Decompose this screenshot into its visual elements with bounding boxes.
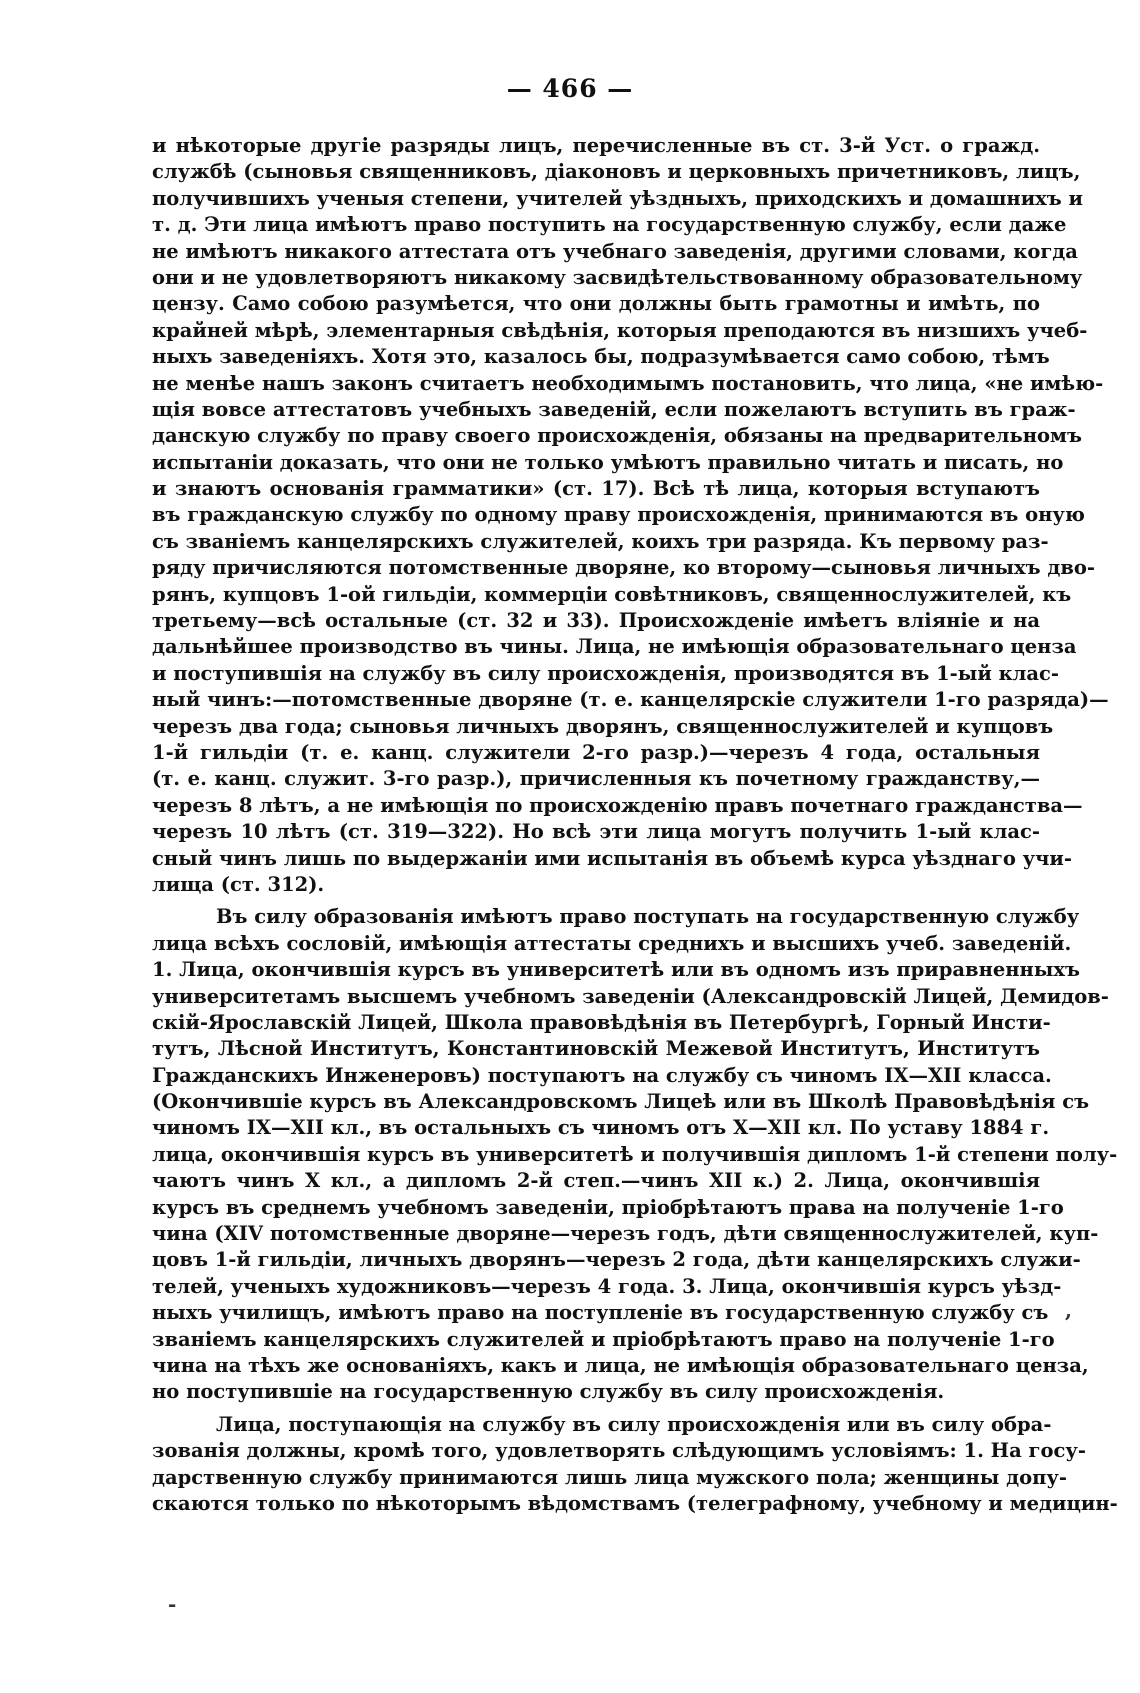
- text-line: не менѣе нашъ законъ считаетъ необходимымъ постановить, что лица, «не имѣю-: [152, 371, 1104, 395]
- text-line: съ званіемъ канцелярскихъ служителей, коихъ три разряда. Къ первому раз-: [152, 529, 1049, 553]
- text-line: скій-Ярославскій Лицей, Школа правовѣдѣнія въ Петербургѣ, Горный Инсти-: [152, 1010, 1051, 1034]
- text-line: цензу. Само собою разумѣется, что они должны быть грамотны и имѣть, по: [152, 292, 1040, 316]
- text-line: чаютъ чинъ X кл., а дипломъ 2-й степ.—чинъ XII к.) 2. Лица, окончившія: [152, 1169, 1040, 1193]
- text-line: крайней мѣрѣ, элементарныя свѣдѣнія, которыя преподаются въ низшихъ учеб-: [152, 318, 1088, 342]
- text-line: 1. Лица, окончившія курсъ въ университетѣ или въ одномъ изъ приравненныхъ: [152, 958, 1080, 982]
- text-line: чиномъ IX—XII кл., въ остальныхъ съ чиномъ отъ X—XII кл. По уставу 1884 г.: [152, 1116, 1050, 1140]
- text-line: дальнѣйшее производство въ чины. Лица, не имѣющія образовательнаго ценза: [152, 635, 1077, 659]
- text-line: и поступившія на службу въ силу происхожденія, производятся въ 1-ый клас-: [152, 661, 1059, 685]
- text-line: въ гражданскую службу по одному праву происхожденія, принимаются въ оную: [152, 503, 1085, 527]
- text-line: ныхъ заведеніяхъ. Хотя это, казалось бы, подразумѣвается само собою, тѣмъ: [152, 345, 1050, 369]
- text-line: дарственную службу принимаются лишь лица мужского пола; женщины допу-: [152, 1465, 1067, 1489]
- text-line: 1-й гильдіи (т. е. канц. служители 2-го разр.)—черезъ 4 года, остальныя: [152, 740, 1040, 764]
- text-line: ныхъ училищъ, имѣютъ право на поступленіе въ государственную службу съ: [152, 1301, 1049, 1325]
- text-line: черезъ 10 лѣтъ (ст. 319—322). Но всѣ эти лица могутъ получить 1-ый клас-: [152, 820, 1040, 844]
- text-line: курсъ въ среднемъ учебномъ заведеніи, пріобрѣтаютъ права на полученіе 1-го: [152, 1195, 1064, 1219]
- text-line: черезъ 8 лѣтъ, а не имѣющія по происхожденію правъ почетнаго гражданства—: [152, 793, 1083, 817]
- text-line: получившихъ ученыя степени, учителей уѣздныхъ, приходскихъ и домашнихъ и: [152, 186, 1084, 210]
- text-line: (т. е. канц. служит. 3-го разр.), причисленныя къ почетному гражданству,—: [152, 767, 1040, 791]
- text-line: Гражданскихъ Инженеровъ) поступаютъ на службу съ чиномъ IX—XII класса.: [152, 1063, 1052, 1087]
- paragraph: [152, 904, 1118, 1405]
- text-line: не имѣютъ никакого аттестата отъ учебнаго заведенія, другими словами, когда: [152, 239, 1078, 263]
- margin-speck: ,: [1065, 1298, 1072, 1322]
- body-text: [152, 133, 1118, 1517]
- text-line: чина (XIV потомственные дворяне—черезъ годъ, дѣти священнослужителей, куп-: [152, 1222, 1099, 1246]
- text-line: и знаютъ основанія грамматики» (ст. 17). Всѣ тѣ лица, которыя вступаютъ: [152, 477, 1040, 501]
- paragraph: [152, 133, 1109, 898]
- text-line: третьему—всѣ остальные (ст. 32 и 33). Происхожденіе имѣетъ вліяніе и на: [152, 609, 1040, 633]
- text-line: т. д. Эти лица имѣютъ право поступить на государственную службу, если даже: [152, 213, 1067, 237]
- text-line: тутъ, Лѣсной Институтъ, Константиновскій Межевой Институтъ, Институтъ: [152, 1037, 1040, 1061]
- margin-speck: -: [168, 1592, 177, 1616]
- text-line: цовъ 1-й гильдіи, личныхъ дворянъ—черезъ 2 года, дѣти канцелярскихъ служи-: [152, 1248, 1081, 1272]
- text-line: службѣ (сыновья священниковъ, діаконовъ и церковныхъ причетниковъ, лицъ,: [152, 160, 1081, 184]
- text-line: черезъ два года; сыновья личныхъ дворянъ, священнослужителей и купцовъ: [152, 714, 1054, 738]
- text-line: телей, ученыхъ художниковъ—черезъ 4 года. 3. Лица, окончившія курсъ уѣзд-: [152, 1274, 1062, 1298]
- text-line: скаются только по нѣкоторымъ вѣдомствамъ (телеграфному, учебному и медицин-: [152, 1491, 1118, 1515]
- text-line: Лица, поступающія на службу въ силу происхожденія или въ силу обра-: [216, 1412, 1052, 1436]
- text-line: данскую службу по праву своего происхожденія, обязаны на предварительномъ: [152, 424, 1082, 448]
- text-line: но поступившіе на государственную службу въ силу происхожденія.: [152, 1380, 945, 1404]
- text-line: Въ силу образованія имѣютъ право поступать на государственную службу: [216, 905, 1080, 929]
- text-line: университетамъ высшемъ учебномъ заведеніи (Александровскій Лицей, Демидов-: [152, 984, 1109, 1008]
- text-line: ряду причисляются потомственные дворяне, ко второму—сыновья личныхъ дво-: [152, 556, 1096, 580]
- text-line: (Окончившіе курсъ въ Александровскомъ Лицеѣ или въ Школѣ Правовѣдѣнія съ: [152, 1090, 1090, 1114]
- text-line: и нѣкоторые другіе разряды лицъ, перечисленные въ ст. 3-й Уст. о гражд.: [152, 134, 1040, 157]
- text-line: ный чинъ:—потомственные дворяне (т. е. канцелярскіе служители 1-го разряда)—: [152, 688, 1109, 712]
- text-line: испытаніи доказать, что они не только умѣютъ правильно читать и писать, но: [152, 450, 1064, 474]
- text-line: рянъ, купцовъ 1-ой гильдіи, коммерціи совѣтниковъ, священнослужителей, къ: [152, 582, 1072, 606]
- text-line: лища (ст. 312).: [152, 872, 325, 896]
- text-line: чина на тѣхъ же основаніяхъ, какъ и лица, не имѣющія образовательнаго ценза,: [152, 1353, 1089, 1377]
- text-line: они и не удовлетворяютъ никакому засвидѣтельствованному образовательному: [152, 265, 1083, 289]
- page-number: — 466 —: [506, 74, 634, 103]
- paragraph: [152, 1412, 1118, 1518]
- text-line: щія вовсе аттестатовъ учебныхъ заведеній, если пожелаютъ вступить въ граж-: [152, 397, 1076, 421]
- text-line: лица, окончившія курсъ въ университетѣ и получившія дипломъ 1-й степени полу-: [152, 1142, 1118, 1166]
- text-line: званіемъ канцелярскихъ служителей и пріобрѣтаютъ право на полученіе 1-го: [152, 1327, 1055, 1351]
- text-line: сный чинъ лишь по выдержаніи ими испытанія въ объемѣ курса уѣзднаго учи-: [152, 846, 1072, 870]
- text-line: зованія должны, кромѣ того, удовлетворять слѣдующимъ условіямъ: 1. На госу-: [152, 1439, 1086, 1463]
- text-line: лица всѣхъ сословій, имѣющія аттестаты среднихъ и высшихъ учеб. заведеній.: [152, 931, 1072, 955]
